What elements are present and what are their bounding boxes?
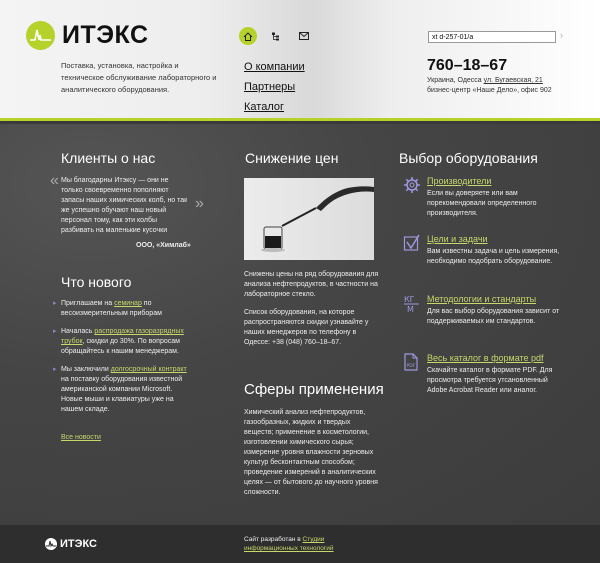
manufacturers-link[interactable]: Производители	[427, 176, 492, 186]
nav-catalog[interactable]: Каталог	[244, 101, 284, 113]
main-nav	[244, 57, 305, 117]
gear-icon	[403, 176, 421, 194]
news-link[interactable]: долгосрочный контракт	[110, 366, 187, 373]
sitemap-icon[interactable]	[267, 27, 285, 45]
footer-brand-name: ИТЭКС	[60, 538, 97, 550]
goals-link[interactable]: Цели и задачи	[427, 234, 488, 244]
client-quote: Мы благодарны Итэксу — они не только своевременно пополняют запасы наших химических колб, но так же успешно обучают наш новый персонал тому, как эти колбы разбивать на маленькие кусочки	[61, 177, 188, 234]
quote-author: ООО, «Химлаб»	[136, 242, 191, 249]
footer-logo-mark-icon	[45, 538, 57, 550]
svg-text:М: М	[407, 305, 414, 314]
nav-about[interactable]: О компании	[244, 61, 305, 73]
address	[427, 76, 552, 96]
lab-flask-photo	[244, 178, 374, 260]
brand-name: ИТЭКС	[62, 21, 149, 49]
discount-text: Снижены цены на ряд оборудования для анализа нефтепродуктов, в частности на лабораторное стекло.	[244, 271, 379, 298]
spheres-text: Химический анализ нефтепродуктов, газообразных, жидких и твердых веществ; применение в косметологии, изготовлении химического сырья; измерение уровня влажности зерновых культур бесконтактным способом; проведение измерений в аналитических целях — от бытового до научного уровня сложности.	[244, 409, 378, 496]
checkbox-icon	[403, 234, 421, 252]
choice-desc: Вам известны задача и цель измерения, необходимо подобрать оборудование.	[427, 248, 560, 265]
news-text: Мы заключили	[61, 366, 111, 373]
nav-partners[interactable]: Партнеры	[244, 81, 296, 93]
bullet-icon: ▸	[53, 328, 57, 335]
svg-text:PDF: PDF	[406, 364, 416, 369]
phone-number: 760–18–67	[427, 57, 508, 74]
svg-text:КГ: КГ	[404, 295, 415, 304]
address-city: Украина, Одесса	[427, 77, 484, 84]
search-input[interactable]	[428, 31, 556, 43]
discount-contact-text: Список оборудования, на которое распространяются скидки узнавайте у наших менеджеров по телефону в Одессе: +38 (048) 760–18–67.	[244, 309, 369, 346]
news-list	[53, 299, 193, 423]
news-title: Что нового	[61, 274, 132, 290]
home-icon[interactable]	[239, 27, 257, 45]
logo-mark-icon	[26, 21, 55, 50]
spheres-title: Сферы применения	[244, 381, 384, 398]
bullet-icon: ▸	[53, 366, 57, 373]
developer-credit	[244, 535, 364, 553]
news-text: Началась	[61, 328, 95, 335]
quote-prev-icon[interactable]: «	[50, 172, 59, 189]
brand-logo[interactable]	[26, 21, 149, 50]
news-item	[53, 299, 193, 319]
quote-next-icon[interactable]: »	[195, 195, 204, 212]
choice-desc: Для вас выбор оборудования зависит от поддерживаемых им стандартов.	[427, 308, 560, 325]
studio-link[interactable]: Студии информационных технологий	[244, 536, 334, 552]
news-link[interactable]: семинар	[114, 300, 142, 307]
standards-link[interactable]: Методологии и стандарты	[427, 294, 537, 304]
credit-text: Сайт разработан в	[244, 536, 303, 543]
choose-title: Выбор оборудования	[399, 150, 538, 166]
footer-logo[interactable]	[45, 538, 97, 550]
all-news-link[interactable]: Все новости	[61, 434, 101, 441]
news-text: Приглашаем на	[61, 300, 115, 307]
news-link[interactable]: распродажа газоразрядных трубок	[61, 328, 184, 345]
units-icon	[403, 294, 421, 312]
brand-tagline: Поставка, установка, настройка и техническое обслуживание лабораторного и аналитического оборудования.	[61, 61, 217, 94]
site-header	[0, 0, 600, 121]
pdf-icon	[403, 353, 421, 371]
site-footer	[0, 525, 600, 563]
clients-title: Клиенты о нас	[61, 150, 156, 166]
news-text: , скидки до 30%. По вопросам обращайтесь к нашим менеджерам.	[61, 338, 180, 355]
address-street-link[interactable]: ул. Бугаевская, 21	[483, 77, 543, 84]
search-submit-icon[interactable]: ›	[560, 30, 563, 40]
news-text: по весоизмерительным приборам	[61, 300, 162, 317]
news-text: на поставку оборудования известной американской компании Microsoft. Новые мыши и клавиатуры уже на нашем складе.	[61, 376, 183, 413]
choice-desc: Скачайте каталог в формате PDF. Для просмотра требуется утсановленный Adobe Acrobat Reader или аналог.	[427, 367, 553, 394]
news-item	[53, 365, 193, 415]
news-item	[53, 327, 193, 357]
mail-icon[interactable]	[295, 27, 313, 45]
address-office: бизнес-центр «Наше Дело», офис 902	[427, 87, 552, 94]
nav-icons	[239, 27, 313, 45]
pdf-catalog-link[interactable]: Весь каталог в формате pdf	[427, 353, 544, 363]
bullet-icon: ▸	[53, 300, 57, 307]
choice-desc: Если вы доверяете или вам порекомендовали определенного производителя.	[427, 190, 537, 217]
discount-title: Снижение цен	[245, 150, 339, 166]
